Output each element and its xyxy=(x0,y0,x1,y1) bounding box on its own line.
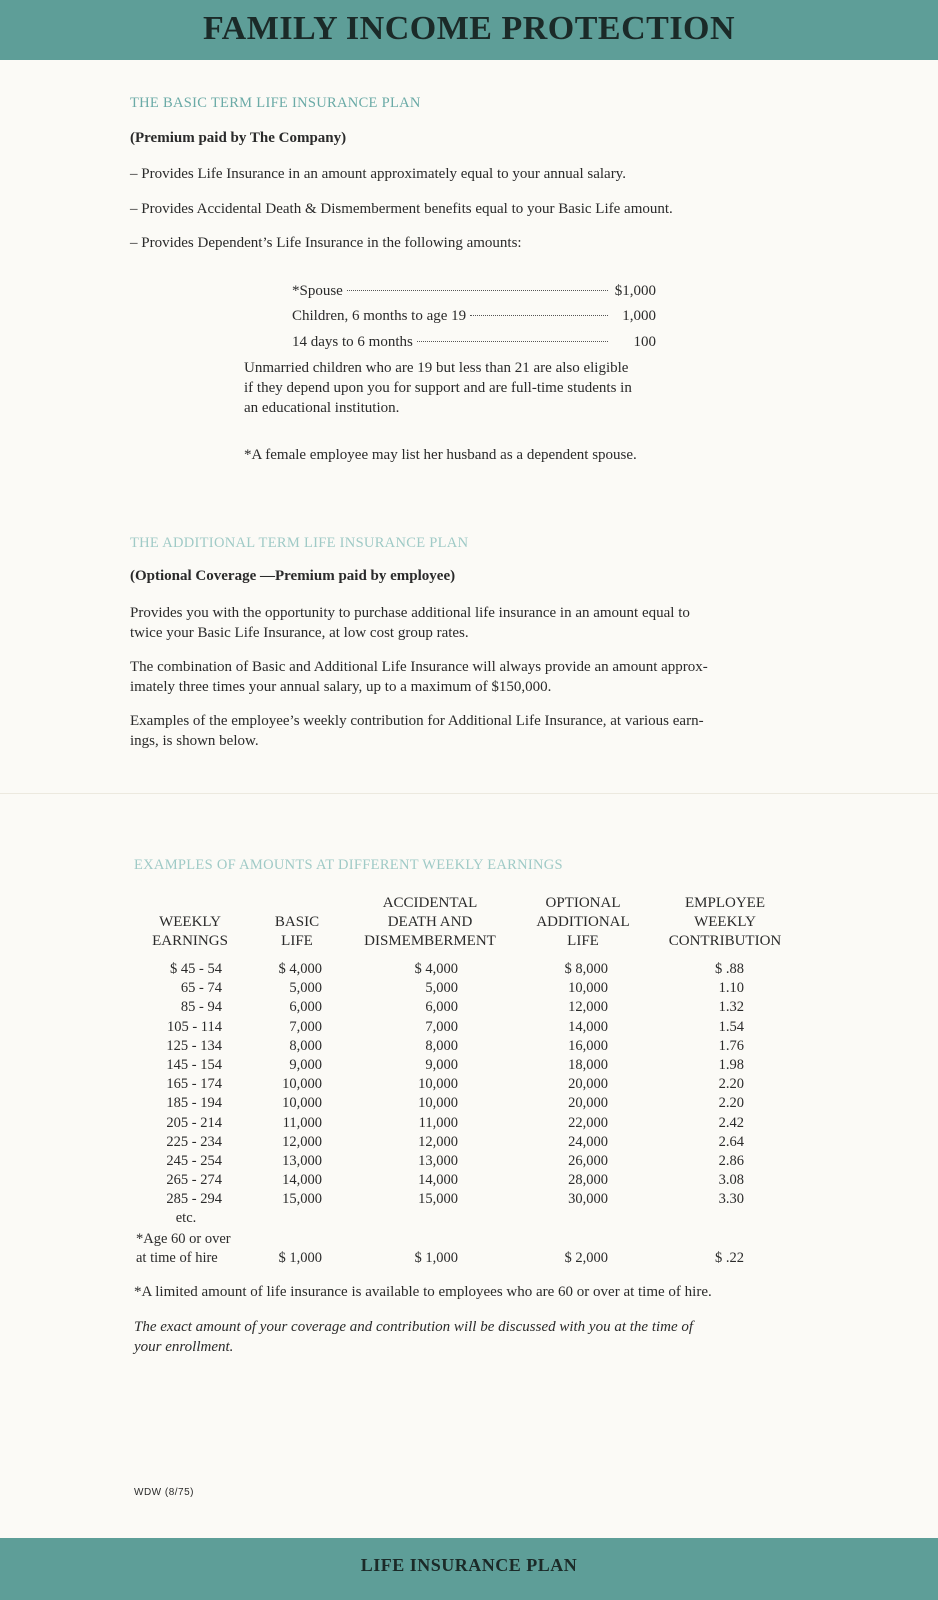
basic-life-cell: 10,000 xyxy=(282,1095,322,1112)
dependent-row-children xyxy=(292,308,656,325)
basic-life-cell: 5,000 xyxy=(289,980,322,997)
contribution-cell: 1.54 xyxy=(718,1018,744,1035)
earnings-cell: 85 - 94 xyxy=(180,999,222,1016)
contribution-cell: 2.64 xyxy=(718,1133,744,1150)
column-optional-life xyxy=(548,960,608,1209)
optional-life-cell: 28,000 xyxy=(568,1172,608,1189)
earnings-cell: $ 45 - 54 xyxy=(170,961,222,977)
dot-leader xyxy=(470,315,608,316)
earnings-cell: 265 - 274 xyxy=(166,1172,222,1189)
contribution-cell: 1.32 xyxy=(718,999,744,1016)
basic-life-cell: 10,000 xyxy=(282,1076,322,1093)
basic-life-cell: 15,000 xyxy=(282,1191,322,1208)
additional-paragraph-1: Provides you with the opportunity to purchase additional life insurance in an amount equal to twice your Basic Life Insurance, at low cost group rates. xyxy=(130,605,690,641)
age-60-accidental: $ 1,000 xyxy=(414,1250,458,1266)
additional-paragraph-2: The combination of Basic and Additional Life Insurance will always provide an amount approx- imately three times your annual salary, up to a maximum of $150,000. xyxy=(130,659,708,695)
earnings-cell: 165 - 174 xyxy=(166,1076,222,1093)
optional-life-cell: 12,000 xyxy=(568,999,608,1016)
contribution-cell: 2.42 xyxy=(718,1114,744,1131)
accidental-cell: 8,000 xyxy=(425,1037,458,1054)
optional-life-cell: 16,000 xyxy=(568,1037,608,1054)
header-accidental-death: ACCIDENTAL DEATH AND DISMEMBERMENT xyxy=(364,895,496,949)
basic-bullet: – Provides Life Insurance in an amount approximately equal to your annual salary. xyxy=(130,166,626,182)
column-employee-contribution xyxy=(704,960,744,1209)
earnings-cell: 185 - 194 xyxy=(166,1095,222,1112)
age-60-footnote: *A limited amount of life insurance is available to employees who are 60 or over at time of hire. xyxy=(134,1284,712,1300)
basic-plan-subheading: (Premium paid by The Company) xyxy=(130,130,347,146)
accidental-cell: $ 4,000 xyxy=(414,961,458,977)
basic-life-cell: $ 4,000 xyxy=(278,961,322,977)
column-accidental-death xyxy=(398,960,458,1209)
contribution-cell: 3.08 xyxy=(718,1172,744,1189)
basic-life-cell: 7,000 xyxy=(289,1018,322,1035)
header-basic-life: BASIC LIFE xyxy=(274,914,320,949)
accidental-cell: 6,000 xyxy=(425,999,458,1016)
dependent-amount: $1,000 xyxy=(614,283,656,299)
age-60-optional: $ 2,000 xyxy=(564,1250,608,1266)
column-weekly-earnings xyxy=(140,960,222,1229)
accidental-cell: 15,000 xyxy=(418,1191,458,1208)
optional-life-cell: 10,000 xyxy=(568,980,608,997)
examples-heading: EXAMPLES OF AMOUNTS AT DIFFERENT WEEKLY EARNINGS xyxy=(134,857,563,873)
enrollment-note: The exact amount of your coverage and contribution will be discussed with you at the time of your enrollment. xyxy=(134,1319,694,1355)
age-60-basic: $ 1,000 xyxy=(278,1250,322,1266)
form-code: WDW (8/75) xyxy=(134,1487,194,1498)
optional-life-cell: $ 8,000 xyxy=(564,961,608,977)
accidental-cell: 9,000 xyxy=(425,1056,458,1073)
accidental-cell: 10,000 xyxy=(418,1095,458,1112)
dependent-label: Children, 6 months to age 19 xyxy=(292,308,467,324)
basic-bullet: – Provides Accidental Death & Dismemberment benefits equal to your Basic Life amount. xyxy=(130,201,673,217)
contribution-cell: 3.30 xyxy=(718,1191,744,1208)
additional-plan-heading: THE ADDITIONAL TERM LIFE INSURANCE PLAN xyxy=(130,535,469,551)
basic-life-cell: 11,000 xyxy=(282,1114,322,1131)
optional-life-cell: 24,000 xyxy=(568,1133,608,1150)
contribution-cell: 1.10 xyxy=(718,980,744,997)
accidental-cell: 7,000 xyxy=(425,1018,458,1035)
dependent-row-infants xyxy=(292,334,656,351)
basic-life-cell: 12,000 xyxy=(282,1133,322,1150)
optional-life-cell: 20,000 xyxy=(568,1076,608,1093)
basic-life-cell: 8,000 xyxy=(289,1037,322,1054)
accidental-cell: 10,000 xyxy=(418,1076,458,1093)
optional-life-cell: 22,000 xyxy=(568,1114,608,1131)
contribution-cell: 1.76 xyxy=(718,1037,744,1054)
contribution-cell: 2.20 xyxy=(718,1095,744,1112)
earnings-cell: 245 - 254 xyxy=(166,1152,222,1169)
optional-life-cell: 14,000 xyxy=(568,1018,608,1035)
dependent-label: 14 days to 6 months xyxy=(292,334,413,350)
earnings-cell: 105 - 114 xyxy=(166,1018,222,1035)
dependent-row-spouse xyxy=(292,283,656,300)
spouse-footnote: *A female employee may list her husband as a dependent spouse. xyxy=(244,447,637,463)
dependent-amount: 100 xyxy=(633,334,656,350)
basic-life-cell: 9,000 xyxy=(289,1056,322,1073)
earnings-cell: 145 - 154 xyxy=(166,1056,222,1073)
page-fold xyxy=(0,793,938,794)
dot-leader xyxy=(347,290,608,291)
additional-plan-subheading: (Optional Coverage —Premium paid by employee) xyxy=(130,568,456,584)
earnings-cell: 285 - 294 xyxy=(166,1191,222,1208)
earnings-cell: 65 - 74 xyxy=(180,980,222,997)
contribution-cell: 2.20 xyxy=(718,1076,744,1093)
basic-life-cell: 13,000 xyxy=(282,1152,322,1169)
basic-life-cell: 6,000 xyxy=(289,999,322,1016)
optional-life-cell: 26,000 xyxy=(568,1152,608,1169)
contribution-cell: 1.98 xyxy=(718,1056,744,1073)
accidental-cell: 13,000 xyxy=(418,1152,458,1169)
age-60-contribution: $ .22 xyxy=(715,1250,744,1266)
accidental-cell: 14,000 xyxy=(418,1172,458,1189)
header-employee-contribution: EMPLOYEE WEEKLY CONTRIBUTION xyxy=(668,895,782,949)
dependent-label: *Spouse xyxy=(292,283,343,299)
page-title: FAMILY INCOME PROTECTION xyxy=(202,10,736,47)
earnings-cell: etc. xyxy=(175,1210,197,1227)
earnings-cell: 125 - 134 xyxy=(166,1037,222,1054)
accidental-cell: 5,000 xyxy=(425,980,458,997)
optional-life-cell: 20,000 xyxy=(568,1095,608,1112)
accidental-cell: 12,000 xyxy=(418,1133,458,1150)
contribution-cell: $ .88 xyxy=(715,961,744,977)
footer-title: LIFE INSURANCE PLAN xyxy=(360,1555,578,1575)
basic-plan-heading: THE BASIC TERM LIFE INSURANCE PLAN xyxy=(130,95,421,111)
earnings-cell: 205 - 214 xyxy=(166,1114,222,1131)
optional-life-cell: 30,000 xyxy=(568,1191,608,1208)
dot-leader xyxy=(417,341,608,342)
basic-bullet: – Provides Dependent’s Life Insurance in the following amounts: xyxy=(130,235,522,251)
accidental-cell: 11,000 xyxy=(418,1114,458,1131)
earnings-cell: 225 - 234 xyxy=(166,1133,222,1150)
column-basic-life xyxy=(262,960,322,1209)
additional-paragraph-3: Examples of the employee’s weekly contribution for Additional Life Insurance, at various earn- ings, is shown below. xyxy=(130,713,704,749)
basic-life-cell: 14,000 xyxy=(282,1172,322,1189)
contribution-cell: 2.86 xyxy=(718,1152,744,1169)
optional-life-cell: 18,000 xyxy=(568,1056,608,1073)
header-weekly-earnings: WEEKLY EARNINGS xyxy=(152,914,228,949)
dependent-amount: 1,000 xyxy=(622,308,656,324)
header-optional-life: OPTIONAL ADDITIONAL LIFE xyxy=(536,895,630,949)
unmarried-children-note: Unmarried children who are 19 but less than 21 are also eligible if they depend upon you for support and are full-time students in an educational institution. xyxy=(244,360,632,416)
age-60-label: *Age 60 or over at time of hire xyxy=(136,1231,231,1267)
